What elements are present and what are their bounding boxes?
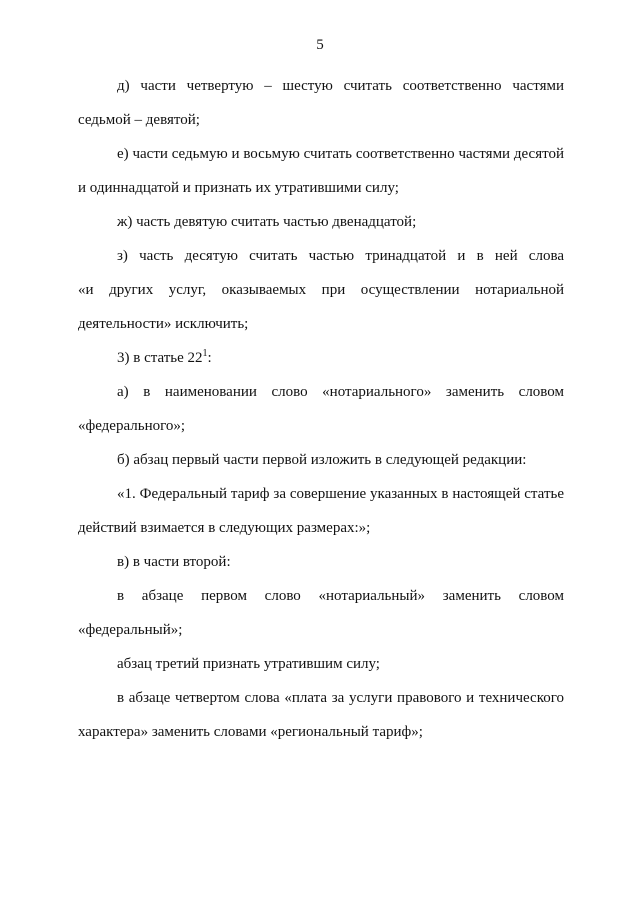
paragraph-v: в) в части второй: [117, 554, 231, 570]
page-number: 5 [316, 37, 324, 53]
subparagraph-first-line-2: «федеральный»; [78, 622, 183, 638]
article-superscript: 1 [202, 348, 208, 359]
paragraph-z-line-3: деятельности» исключить; [78, 316, 249, 332]
article-reference-text: 3) в статье 22 [117, 350, 203, 366]
paragraph-zh: ж) часть девятую считать частью двенадцатой; [117, 214, 417, 230]
paragraph-e-line-2: и одиннадцатой и признать их утратившими силу; [78, 180, 399, 196]
paragraph-z-line-1: з) часть десятую считать частью тринадцатой и в ней слова [117, 248, 564, 264]
paragraph-3-heading [117, 349, 564, 367]
paragraph-b: б) абзац первый части первой изложить в следующей редакции: [117, 452, 527, 468]
paragraph-a-line-1: а) в наименовании слово «нотариального» заменить словом [117, 384, 564, 400]
paragraph-z-line-2: «и других услуг, оказываемых при осуществлении нотариальной [78, 282, 564, 298]
paragraph-d-line-1: д) части четвертую – шестую считать соответственно частями [117, 78, 564, 94]
paragraph-a-line-2: «федерального»; [78, 418, 186, 434]
paragraph-e-line-1: е) части седьмую и восьмую считать соответственно частями десятой [117, 146, 564, 162]
subparagraph-first-line-1: в абзаце первом слово «нотариальный» заменить словом [117, 588, 564, 604]
subparagraph-fourth-line-2: характера» заменить словами «региональный тариф»; [78, 724, 423, 740]
subparagraph-third: абзац третий признать утратившим силу; [117, 656, 380, 672]
quoted-text-line-1: «1. Федеральный тариф за совершение указанных в настоящей статье [117, 486, 564, 502]
subparagraph-fourth-line-1: в абзаце четвертом слова «плата за услуги правового и технического [117, 690, 564, 706]
article-reference-colon: : [207, 350, 212, 366]
paragraph-d-line-2: седьмой – девятой; [78, 112, 200, 128]
quoted-text-line-2: действий взимается в следующих размерах:»; [78, 520, 371, 536]
